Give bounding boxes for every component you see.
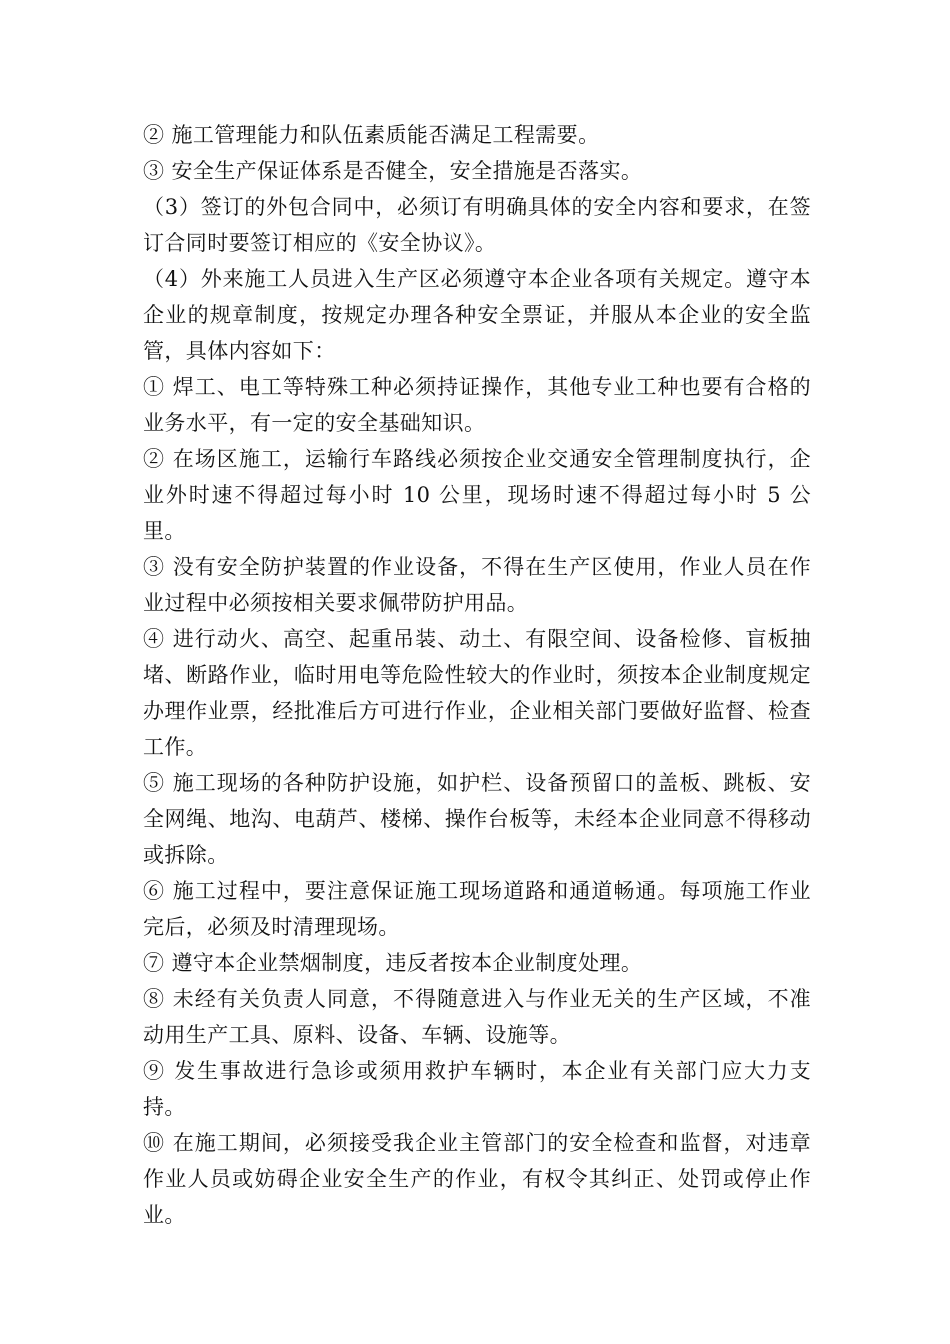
paragraph-rule-1: ① 焊工、电工等特殊工种必须持证操作，其他专业工种也要有合格的业务水平，有一定的安全基础知识。 [143,375,811,435]
paragraph-rule-3: ③ 没有安全防护装置的作业设备，不得在生产区使用，作业人员在作业过程中必须按相关要求佩带防护用品。 [143,555,811,615]
document-body [143,117,811,1233]
paragraph-rule-5: ⑤ 施工现场的各种防护设施，如护栏、设备预留口的盖板、跳板、安全网绳、地沟、电葫芦、楼梯、操作台板等，未经本企业同意不得移动或拆除。 [143,771,811,867]
paragraph-section-4: （4）外来施工人员进入生产区必须遵守本企业各项有关规定。遵守本企业的规章制度，按规定办理各种安全票证，并服从本企业的安全监管，具体内容如下： [143,267,811,363]
paragraph-rule-2: ② 在场区施工，运输行车路线必须按企业交通安全管理制度执行，企业外时速不得超过每小时 10 公里，现场时速不得超过每小时 5 公里。 [143,447,811,543]
paragraph-rule-6: ⑥ 施工过程中，要注意保证施工现场道路和通道畅通。每项施工作业完后，必须及时清理现场。 [143,879,811,939]
paragraph-item-2: ② 施工管理能力和队伍素质能否满足工程需要。 [143,123,600,147]
paragraph-rule-8: ⑧ 未经有关负责人同意，不得随意进入与作业无关的生产区域，不准动用生产工具、原料、设备、车辆、设施等。 [143,987,811,1047]
paragraph-rule-7: ⑦ 遵守本企业禁烟制度，违反者按本企业制度处理。 [143,951,643,975]
paragraph-rule-10: ⑩ 在施工期间，必须接受我企业主管部门的安全检查和监督，对违章作业人员或妨碍企业安全生产的作业，有权令其纠正、处罚或停止作业。 [143,1131,811,1227]
paragraph-rule-4: ④ 进行动火、高空、起重吊装、动土、有限空间、设备检修、盲板抽堵、断路作业，临时用电等危险性较大的作业时，须按本企业制度规定办理作业票，经批准后方可进行作业，企业相关部门要做好监督、检查工作。 [143,627,811,759]
paragraph-item-3: ③ 安全生产保证体系是否健全，安全措施是否落实。 [143,159,643,183]
paragraph-section-3: （3）签订的外包合同中，必须订有明确具体的安全内容和要求，在签订合同时要签订相应的《安全协议》。 [143,195,811,255]
paragraph-rule-9: ⑨ 发生事故进行急诊或须用救护车辆时，本企业有关部门应大力支持。 [143,1059,811,1119]
